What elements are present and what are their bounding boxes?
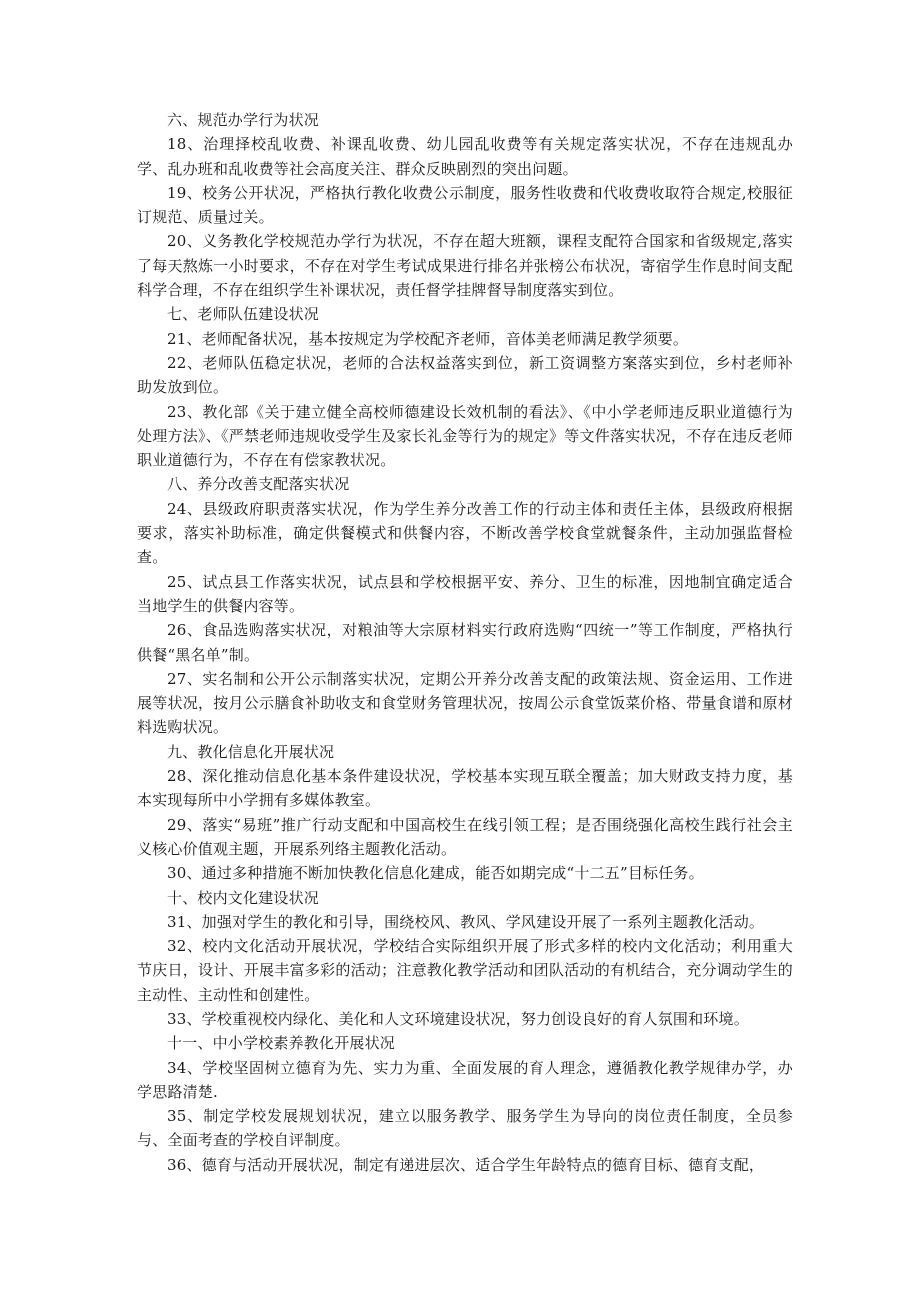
paragraph: 32、校内文化活动开展状况，学校结合实际组织开展了形式多样的校内文化活动；利用重大节庆日，设计、开展丰富多彩的活动；注意教化教学活动和团队活动的有机结合，充分调动学生的主动性、主动性和创建性。 [137, 937, 793, 1004]
document-body [137, 108, 793, 1177]
paragraph: 22、老师队伍稳定状况，老师的合法权益落实到位，新工资调整方案落实到位，乡村老师补助发放到位。 [137, 353, 793, 397]
paragraph: 33、学校重视校内绿化、美化和人文环境建设状况，努力创设良好的育人氛围和环境。 [167, 1009, 749, 1028]
paragraph: 26、食品选购落实状况，对粮油等大宗原材料实行政府选购“四统一”等工作制度，严格执行供餐“黑名单”制。 [137, 621, 793, 664]
paragraph: 30、通过多种措施不断加快教化信息化建成，能否如期完成“十二五”目标任务。 [167, 864, 704, 883]
section-heading: 七、老师队伍建设状况 [167, 305, 320, 324]
paragraph: 25、试点县工作落实状况，试点县和学校根据平安、养分、卫生的标准，因地制宜确定适合当地学生的供餐内容等。 [137, 572, 793, 615]
paragraph: 20、义务教化学校规范办学行为状况，不存在超大班额，课程支配符合国家和省级规定,落实了每天熬炼一小时要求，不存在对学生考试成果进行排名并张榜公布状况，寄宿学生作息时间支配科学合理，不存在组织学生补课状况，责任督学挂牌督导制度落实到位。 [137, 232, 793, 300]
paragraph: 29、落实“易班”推广行动支配和中国高校生在线引领工程；是否围绕强化高校生践行社会主义核心价值观主题，开展系列络主题教化活动。 [137, 815, 793, 858]
paragraph: 34、学校坚固树立德育为先、实力为重、全面发展的育人理念，遵循教化教学规律办学，办学思路清楚. [137, 1058, 793, 1101]
section-heading: 十、校内文化建设状况 [167, 888, 320, 907]
paragraph: 21、老师配备状况，基本按规定为学校配齐老师，音体美老师满足教学须要。 [167, 329, 689, 348]
paragraph: 24、县级政府职责落实状况，作为学生养分改善工作的行动主体和责任主体，县级政府根据要求，落实补助标准，确定供餐模式和供餐内容，不断改善学校食堂就餐条件，主动加强监督检查。 [137, 499, 793, 567]
paragraph: 35、制定学校发展规划状况，建立以服务教学、服务学生为导向的岗位责任制度，全员参与、全面考查的学校自评制度。 [137, 1107, 793, 1150]
paragraph: 28、深化推动信息化基本条件建设状况，学校基本实现互联全覆盖；加大财政支持力度，基本实现每所中小学拥有多媒体教室。 [137, 767, 793, 810]
paragraph: 27、实名制和公开公示制落实状况，定期公开养分改善支配的政策法规、资金运用、工作进展等状况，按月公示膳食补助收支和食堂财务管理状况，按周公示食堂饭菜价格、带量食谱和原材料选购状况。 [137, 669, 793, 737]
paragraph: 23、教化部《关于建立健全高校师德建设长效机制的看法》、《中小学老师违反职业道德行为处理方法》、《严禁老师违规收受学生及家长礼金等行为的规定》等文件落实状况，不存在违反老师职业道德行为，不存在有偿家教状况。 [137, 402, 793, 470]
section-heading: 十一、中小学校素养教化开展状况 [167, 1034, 396, 1053]
section-heading: 九、教化信息化开展状况 [167, 742, 335, 761]
paragraph: 36、德育与活动开展状况，制定有递进层次、适合学生年龄特点的德育目标、德育支配， [167, 1155, 765, 1174]
paragraph: 18、治理择校乱收费、补课乱收费、幼儿园乱收费等有关规定落实状况，不存在违规乱办学、乱办班和乱收费等社会高度关注、群众反映剧烈的突出问题。 [137, 135, 793, 178]
section-heading: 六、规范办学行为状况 [167, 111, 320, 129]
section-heading: 八、养分改善支配落实状况 [167, 475, 350, 494]
paragraph: 31、加强对学生的教化和引导，围绕校风、教风、学风建设开展了一系列主题教化活动。 [167, 912, 765, 931]
paragraph: 19、校务公开状况，严格执行教化收费公示制度，服务性收费和代收费收取符合规定,校服征订规范、质量过关。 [137, 183, 793, 227]
